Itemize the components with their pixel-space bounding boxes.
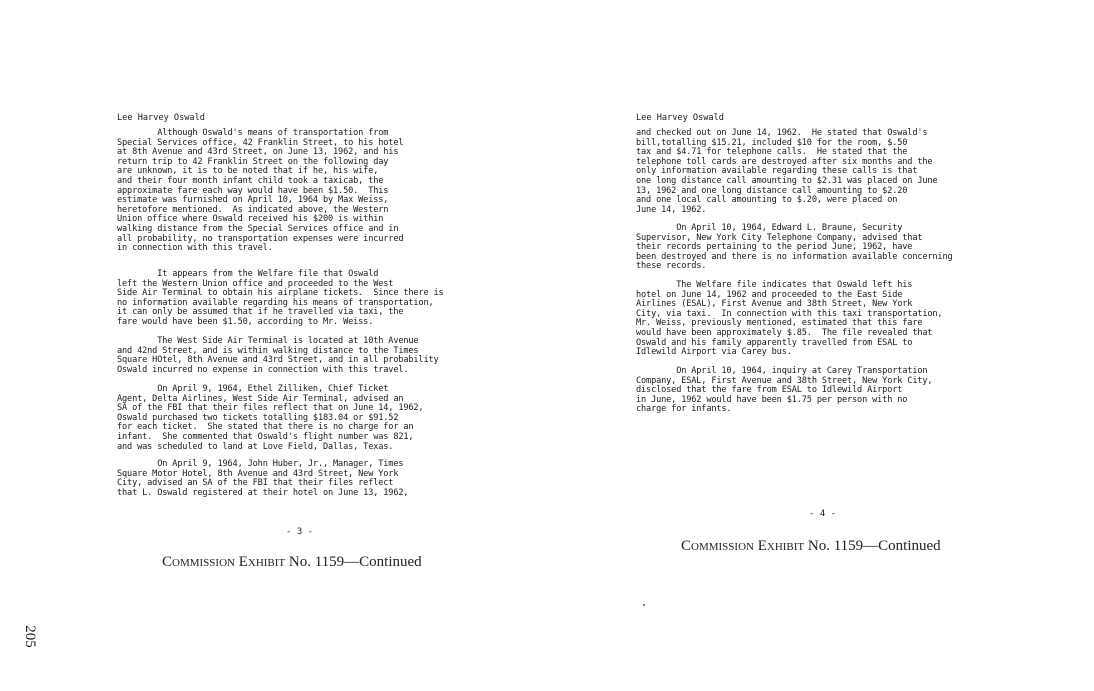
right-page-header: Lee Harvey Oswald [636, 113, 724, 123]
left-page [0, 0, 540, 691]
right-caption-suffix: No. 1159—Continued [807, 538, 941, 554]
right-page-number: - 4 - [809, 509, 837, 519]
scan-speck [643, 604, 645, 606]
left-paragraph-1: Although Oswald's means of transportation from Special Services office, 42 Franklin Street, to his hotel at 8th Avenue and 43rd Street, on June 13, 1962, and his return trip to 42 Franklin Street on the following day are unknown, it is to be noted that if he, his wife, and their four month infant child took a taxicab, the approximate fare each way would have been $1.50. This estimate was furnished on April 10, 1964 by Max Weiss, heretofore mentioned. As indicated above, the Western Union office where Oswald received his $200 is within walking distance from the Special Services office and in all probability, no transportation expenses were incurred in connection with this travel. [117, 128, 404, 254]
right-paragraph-3: The Welfare file indicates that Oswald left his hotel on June 14, 1962 and proceeded to the East Side Airlines (ESAL), First Avenue and 38th Street, New York City, via taxi. In connection with this taxi transportation, Mr. Weiss, previously mentioned, estimated that this fare would have been approximately $.85. The file revealed that Oswald and his family apparently travelled from ESAL to Idlewild Airport via Carey bus. [636, 280, 943, 358]
left-paragraph-2: It appears from the Welfare file that Oswald left the Western Union office and proceeded to the West Side Air Terminal to obtain his airplane tickets. Since there is no information available regarding his means of transportation, it can only be assumed that if he travelled via taxi, the fare would have been $1.50, according to Mr. Weiss. [117, 269, 444, 327]
right-paragraph-1: and checked out on June 14, 1962. He stated that Oswald's bill,totalling $15.21, included $10 for the room, $.50 tax and $4.71 for telephone calls. He stated that the telephone toll cards are destroyed after six months and the only information available regarding these calls is that one long distance call amounting to $2.31 was placed on June 13, 1962 and one long distance call amounting to $2.20 and one local call amounting to $.20, were placed on June 14, 1962. [636, 128, 938, 215]
left-paragraph-5: On April 9, 1964, John Huber, Jr., Manager, Times Square Motor Hotel, 8th Avenue and 43rd Street, New York City, advised an SA of the FBI that their files reflect that L. Oswald registered at their hotel on June 13, 1962, [117, 459, 409, 498]
left-paragraph-4: On April 9, 1964, Ethel Zilliken, Chief Ticket Agent, Delta Airlines, West Side Air Terminal, advised an SA of the FBI that their files reflect that on June 14, 1962, Oswald purchased two tickets totalling $183.04 or $91.52 for each ticket. She stated that there is no charge for an infant. She commented that Oswald's flight number was 821, and was scheduled to land at Love Field, Dallas, Texas. [117, 384, 424, 452]
left-page-number: - 3 - [286, 527, 314, 537]
right-paragraph-4: On April 10, 1964, inquiry at Carey Transportation Company, ESAL, First Avenue and 38th Street, New York City, disclosed that the fare from ESAL to Idlewild Airport in June, 1962 would have been $1.75 per person with no charge for infants. [636, 366, 933, 415]
left-caption-suffix: No. 1159—Continued [288, 554, 422, 570]
left-paragraph-3: The West Side Air Terminal is located at 10th Avenue and 42nd Street, and is within walking distance to the Times Square HOtel, 8th Avenue and 43rd Street, and in all probability Oswald incurred no expense in connection with this travel. [117, 336, 439, 375]
right-caption-prefix: Commission Exhibit [681, 538, 805, 554]
left-caption-prefix: Commission Exhibit [162, 554, 286, 570]
right-exhibit-caption [681, 538, 941, 555]
right-paragraph-2: On April 10, 1964, Edward L. Braune, Security Supervisor, New York City Telephone Company, advised that their records pertaining to the period June, 1962, have been destroyed and there is no information available concerning these records. [636, 223, 953, 272]
side-page-number: 205 [21, 625, 38, 648]
left-page-header: Lee Harvey Oswald [117, 113, 205, 123]
right-page [547, 0, 1094, 691]
left-exhibit-caption [162, 554, 422, 571]
